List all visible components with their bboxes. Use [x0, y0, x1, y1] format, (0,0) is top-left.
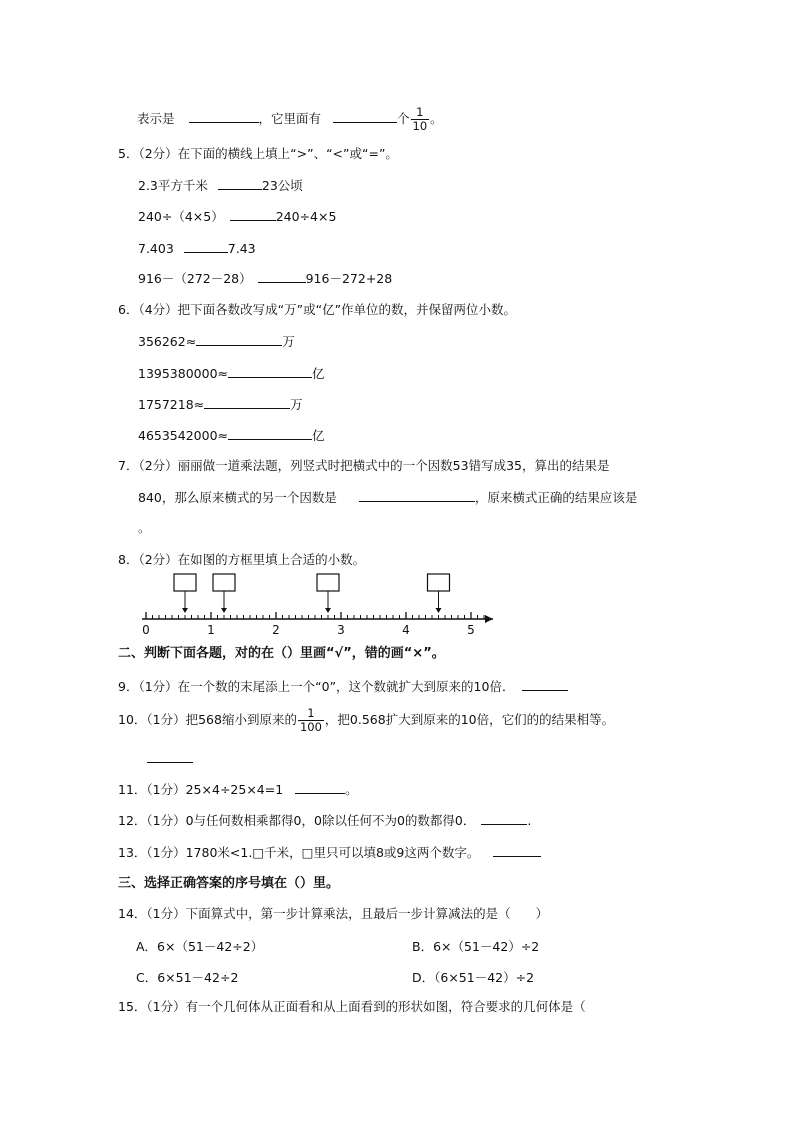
number-line-label: 2: [272, 623, 280, 636]
q5-item-3-left: 7.403: [138, 241, 174, 256]
q5-blank-1[interactable]: [218, 177, 262, 190]
q11-text-end: 。: [345, 782, 358, 797]
q4-text-b: ，它里面有: [258, 111, 322, 126]
q7-line-2-a: 840，那么原来横式的另一个因数是: [138, 490, 337, 505]
q5-item-1: [138, 177, 303, 194]
q10-blank[interactable]: [147, 750, 193, 763]
q8-stem: 8．（2分）在如图的方框里填上合适的小数。: [118, 552, 366, 567]
q4-text-d: 。: [430, 111, 443, 126]
q13: [118, 844, 541, 861]
number-line-label: 5: [467, 623, 475, 636]
q5-blank-4[interactable]: [258, 270, 306, 283]
q6-stem: 6．（4分）把下面各数改写成“万”或“亿”作单位的数，并保留两位小数。: [118, 302, 517, 317]
q5-item-2-left: 240÷（4×5）: [138, 209, 224, 224]
q5-item-1-left: 2.3平方千米: [138, 178, 208, 193]
q7-blank[interactable]: [359, 489, 475, 502]
q12: [118, 812, 531, 829]
q4-fraction: [411, 106, 430, 133]
q4-frac-num: 1: [416, 105, 424, 119]
q6-blank-2[interactable]: [228, 365, 312, 378]
section-2-heading: 二、判断下面各题，对的在（）里画“√”，错的画“×”。: [118, 646, 445, 661]
q5-stem: 5．（2分）在下面的横线上填上“>”、“<”或“=”。: [118, 146, 398, 161]
q6-item-1-num: 356262≈: [138, 334, 197, 349]
q4-text-a: 表示是: [137, 111, 175, 126]
q6-blank-1[interactable]: [196, 333, 282, 346]
q5-blank-2[interactable]: [230, 208, 276, 221]
q7-line-3: 。: [138, 520, 151, 535]
q12-text: 12．（1分）0与任何数相乘都得0，0除以任何不为0的数都得0．: [118, 813, 476, 828]
q6-item-2: [138, 365, 325, 382]
number-line-figure: [136, 572, 496, 636]
number-line-label: 4: [402, 623, 410, 636]
q6-item-2-num: 1395380000≈: [138, 366, 229, 381]
q10-fraction: [298, 707, 324, 734]
q6-item-4-num: 4653542000≈: [138, 428, 229, 443]
q10: [118, 707, 614, 734]
q5-item-2-right: 240÷4×5: [275, 209, 337, 224]
q10-frac-num: 1: [307, 706, 315, 720]
q5-item-2: [138, 208, 336, 225]
q4-continuation: [137, 106, 443, 133]
q6-item-4: [138, 427, 325, 444]
q6-blank-3[interactable]: [204, 396, 290, 409]
q4-text-c: 个: [397, 111, 410, 126]
q7-line-2-b: ，原来横式正确的结果应该是: [474, 490, 638, 505]
q9-blank[interactable]: [522, 678, 568, 691]
q5-item-3: [138, 240, 256, 257]
number-line-label: 0: [142, 623, 150, 636]
q14-option-a[interactable]: A．6×（51－42÷2）: [136, 939, 264, 954]
q6-item-3-num: 1757218≈: [138, 397, 205, 412]
q9: [118, 678, 568, 695]
q5-item-1-right: 23公顷: [261, 178, 303, 193]
q13-blank[interactable]: [493, 844, 541, 857]
box-pointer-arrow: [221, 608, 227, 613]
answer-box[interactable]: [428, 574, 450, 591]
q4-blank-2[interactable]: [333, 110, 397, 123]
q14-option-c[interactable]: C．6×51－42÷2: [136, 970, 239, 985]
q5-blank-3[interactable]: [184, 240, 228, 253]
section-3-heading: 三、选择正确答案的序号填在（）里。: [118, 876, 340, 891]
q10-frac-den: 100: [299, 720, 322, 734]
q12-text-end: .: [527, 813, 532, 828]
q6-item-3-unit: 万: [290, 397, 303, 412]
answer-box[interactable]: [174, 574, 196, 591]
box-pointer-arrow: [182, 608, 188, 613]
answer-box[interactable]: [317, 574, 339, 591]
q11: [118, 781, 358, 798]
q9-text: 9．（1分）在一个数的末尾添上一个“0”，这个数就扩大到原来的10倍．: [118, 679, 515, 694]
q6-item-2-unit: 亿: [312, 366, 325, 381]
q6-item-1-unit: 万: [282, 334, 295, 349]
q4-frac-den: 10: [412, 119, 428, 133]
q10-text-b: ，把0.568扩大到原来的10倍，它们的的结果相等。: [324, 712, 615, 727]
q6-item-3: [138, 396, 303, 413]
q14-option-d[interactable]: D．（6×51－42）÷2: [412, 970, 535, 985]
q6-item-1: [138, 333, 295, 350]
q5-item-4: [138, 270, 392, 287]
q5-item-4-right: 916－272+28: [305, 271, 393, 286]
number-line-label: 3: [337, 623, 345, 636]
q11-blank[interactable]: [295, 781, 345, 794]
q7-line-1: 7．（2分）丽丽做一道乘法题，列竖式时把横式中的一个因数53错写成35，算出的结果是: [118, 458, 610, 473]
q12-blank[interactable]: [481, 812, 527, 825]
q7-line-2: [138, 489, 637, 506]
q14-stem: 14．（1分）下面算式中，第一步计算乘法，且最后一步计算减法的是（ ）: [118, 906, 549, 921]
q14-option-b[interactable]: B．6×（51－42）÷2: [412, 939, 540, 954]
box-pointer-arrow: [436, 608, 442, 613]
q5-item-4-left: 916－（272－28）: [138, 271, 252, 286]
number-line-label: 1: [207, 623, 215, 636]
q10-text-a: 10．（1分）把568缩小到原来的: [118, 712, 297, 727]
q4-blank-1[interactable]: [189, 110, 259, 123]
answer-box[interactable]: [213, 574, 235, 591]
box-pointer-arrow: [325, 608, 331, 613]
q5-item-3-right: 7.43: [227, 241, 256, 256]
q6-blank-4[interactable]: [228, 427, 312, 440]
q6-item-4-unit: 亿: [312, 428, 325, 443]
q13-text: 13．（1分）1780米<1.□千米，□里只可以填8或9这两个数字。: [118, 845, 480, 860]
q10-answer-line: [147, 750, 193, 767]
q11-text: 11．（1分）25×4÷25×4=1: [118, 782, 284, 797]
q15-stem: 15．（1分）有一个几何体从正面看和从上面看到的形状如图，符合要求的几何体是（: [118, 999, 586, 1014]
number-line-arrow: [485, 615, 493, 623]
